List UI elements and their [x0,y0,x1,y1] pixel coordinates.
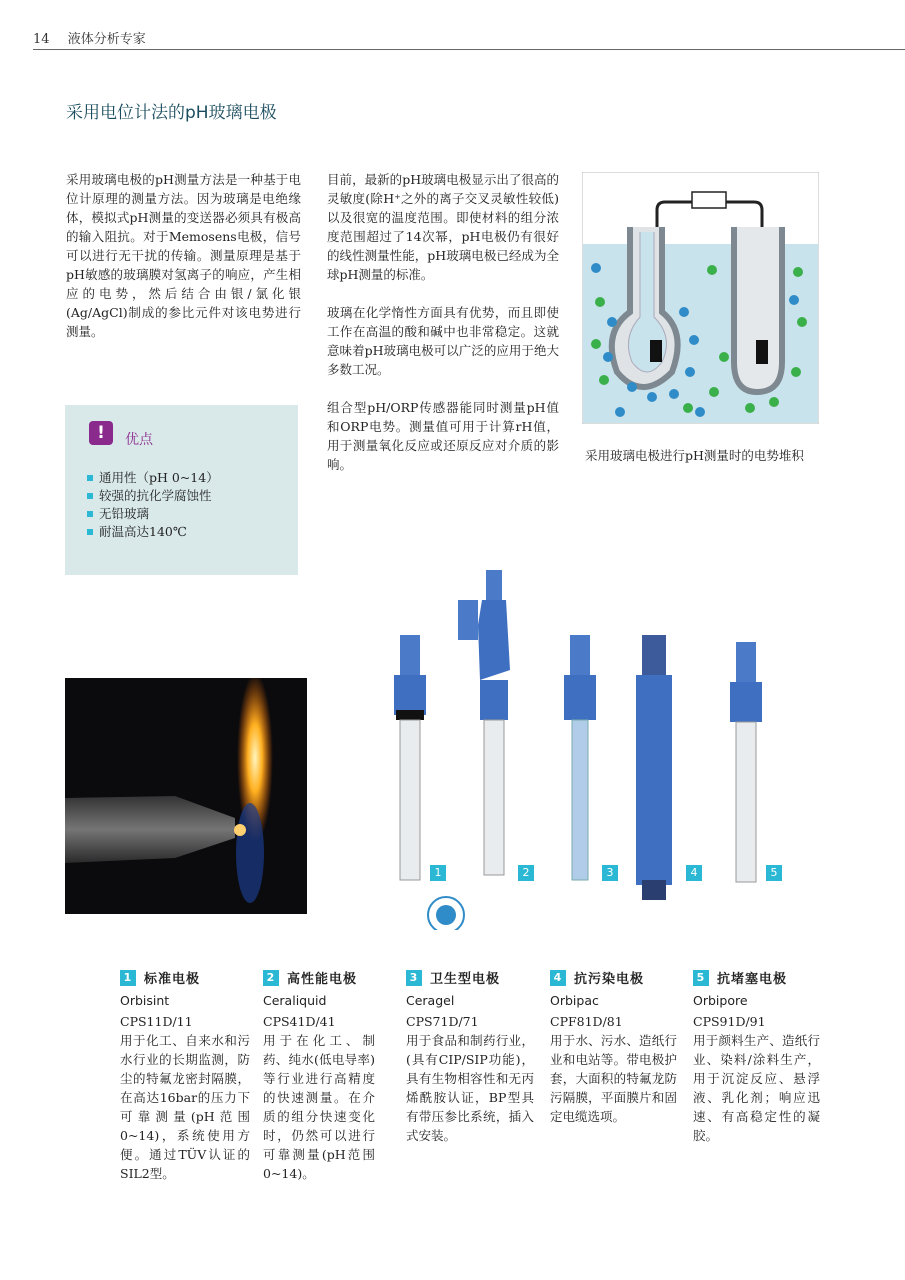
product-3 [406,968,534,1145]
advantages-box [65,405,298,575]
product-5 [693,968,820,1145]
electrode-2 [458,570,510,875]
electrode-diagram [582,172,819,424]
paragraph-inertness: 玻璃在化学惰性方面具有优势，而且即使工作在高温的酸和碱中也非常稳定。这就意味着pH玻璃电极可以广泛的应用于绝大多数工况。 [327,305,559,377]
page-header [33,28,146,47]
bullet-icon [87,529,93,535]
glass-flame-photo [65,678,307,914]
product-type: 抗污染电极 [574,972,645,987]
product-number: 3 [406,970,422,986]
product-4 [550,968,677,1126]
product-code: CPF81D/81 [550,1014,623,1029]
product-2 [263,968,375,1183]
diagram-caption: 采用玻璃电极进行pH测量时的电势堆积 [585,448,804,463]
product-type: 抗堵塞电极 [717,972,788,987]
product-tag-4: 4 [686,865,702,881]
product-number: 2 [263,970,279,986]
product-description: 用于水、污水、造纸行业和电站等。带电极护套，大面积的特氟龙防污隔膜，平面膜片和固定电缆选项。 [550,1033,677,1124]
product-tag-1: 1 [430,865,446,881]
electrode-5 [730,642,762,882]
product-description: 用于在化工、制药、纯水(低电导率)等行业进行高精度的快速测量。在介质的组分快速变化时，仍然可以进行可靠测量(pH范围0~14)。 [263,1033,375,1181]
electrode-1 [394,635,426,880]
column-two [327,170,559,474]
product-description: 用于化工、自来水和污水行业的长期监测，防尘的特氟龙密封隔膜，在高达16bar的压力下可靠测量(pH范围0~14)，系统使用方便。通过TÜV认证的SIL2型。 [120,1033,250,1181]
bullet-icon [87,511,93,517]
header-rule [33,49,905,50]
electrode-3 [564,635,596,880]
section-name: 液体分析专家 [67,32,146,47]
product-name: Ceraliquid [263,993,327,1008]
list-item: 通用性（pH 0~14） [87,469,219,487]
product-name: Orbipore [693,993,748,1008]
paragraph-sensitivity: 目前，最新的pH玻璃电极显示出了很高的灵敏度(除H⁺之外的离子交叉灵敏性较低)以及很宽的温度范围。即使材料的组分浓度范围超过了14次幂，pH电极仍有很好的线性测量性能，pH玻璃电极已经成为全球pH测量的标准。 [327,172,559,282]
product-description: 用于食品和制药行业，(具有CIP/SIP功能)，具有生物相容性和无丙烯酰胺认证，BP型具有带压参比系统，插入式安装。 [406,1033,534,1143]
bullet-icon [87,475,93,481]
product-name: Orbisint [120,993,170,1008]
exclamation-icon: ! [89,421,113,445]
advantages-list [87,469,219,541]
product-number: 5 [693,970,709,986]
list-item: 较强的抗化学腐蚀性 [87,487,219,505]
product-number: 4 [550,970,566,986]
product-code: CPS71D/71 [406,1014,479,1029]
product-code: CPS11D/11 [120,1014,193,1029]
product-type: 高性能电极 [287,972,358,987]
product-tag-3: 3 [602,865,618,881]
product-type: 卫生型电极 [430,972,501,987]
product-1 [120,968,250,1183]
intro-paragraph: 采用玻璃电极的pH测量方法是一种基于电位计原理的测量方法。因为玻璃是电绝缘体，模拟式pH测量的变送器必须具有极高的输入阻抗。对于Memosens电极，信号可以进行无干扰的传输。测量原理是基于pH敏感的玻璃膜对氢离子的响应，产生相应的电势，然后结合由银/氯化银(Ag/AgCl)制成的参比元件对该电势进行测量。 [66,172,301,339]
list-item: 耐温高达140℃ [87,523,219,541]
product-type: 标准电极 [144,972,201,987]
product-description: 用于颜料生产、造纸行业、染料/涂料生产，用于沉淀反应、悬浮液、乳化剂；响应迅速、有高稳定性的凝胶。 [693,1033,820,1143]
product-tag-5: 5 [766,865,782,881]
bullet-icon [87,493,93,499]
advantages-title: 优点 [125,432,153,448]
product-name: Ceragel [406,993,455,1008]
page-number: 14 [33,32,50,47]
electrode-4 [636,635,672,900]
product-code: CPS91D/91 [693,1014,766,1029]
list-item: 无铅玻璃 [87,505,219,523]
paragraph-orp: 组合型pH/ORP传感器能同时测量pH值和ORP电势。测量值可用于计算rH值，用于测量氧化反应或还原反应对介质的影响。 [327,400,559,472]
product-code: CPS41D/41 [263,1014,336,1029]
page-title: 采用电位计法的pH玻璃电极 [66,103,277,123]
product-tag-2: 2 [518,865,534,881]
product-number: 1 [120,970,136,986]
product-name: Orbipac [550,993,599,1008]
